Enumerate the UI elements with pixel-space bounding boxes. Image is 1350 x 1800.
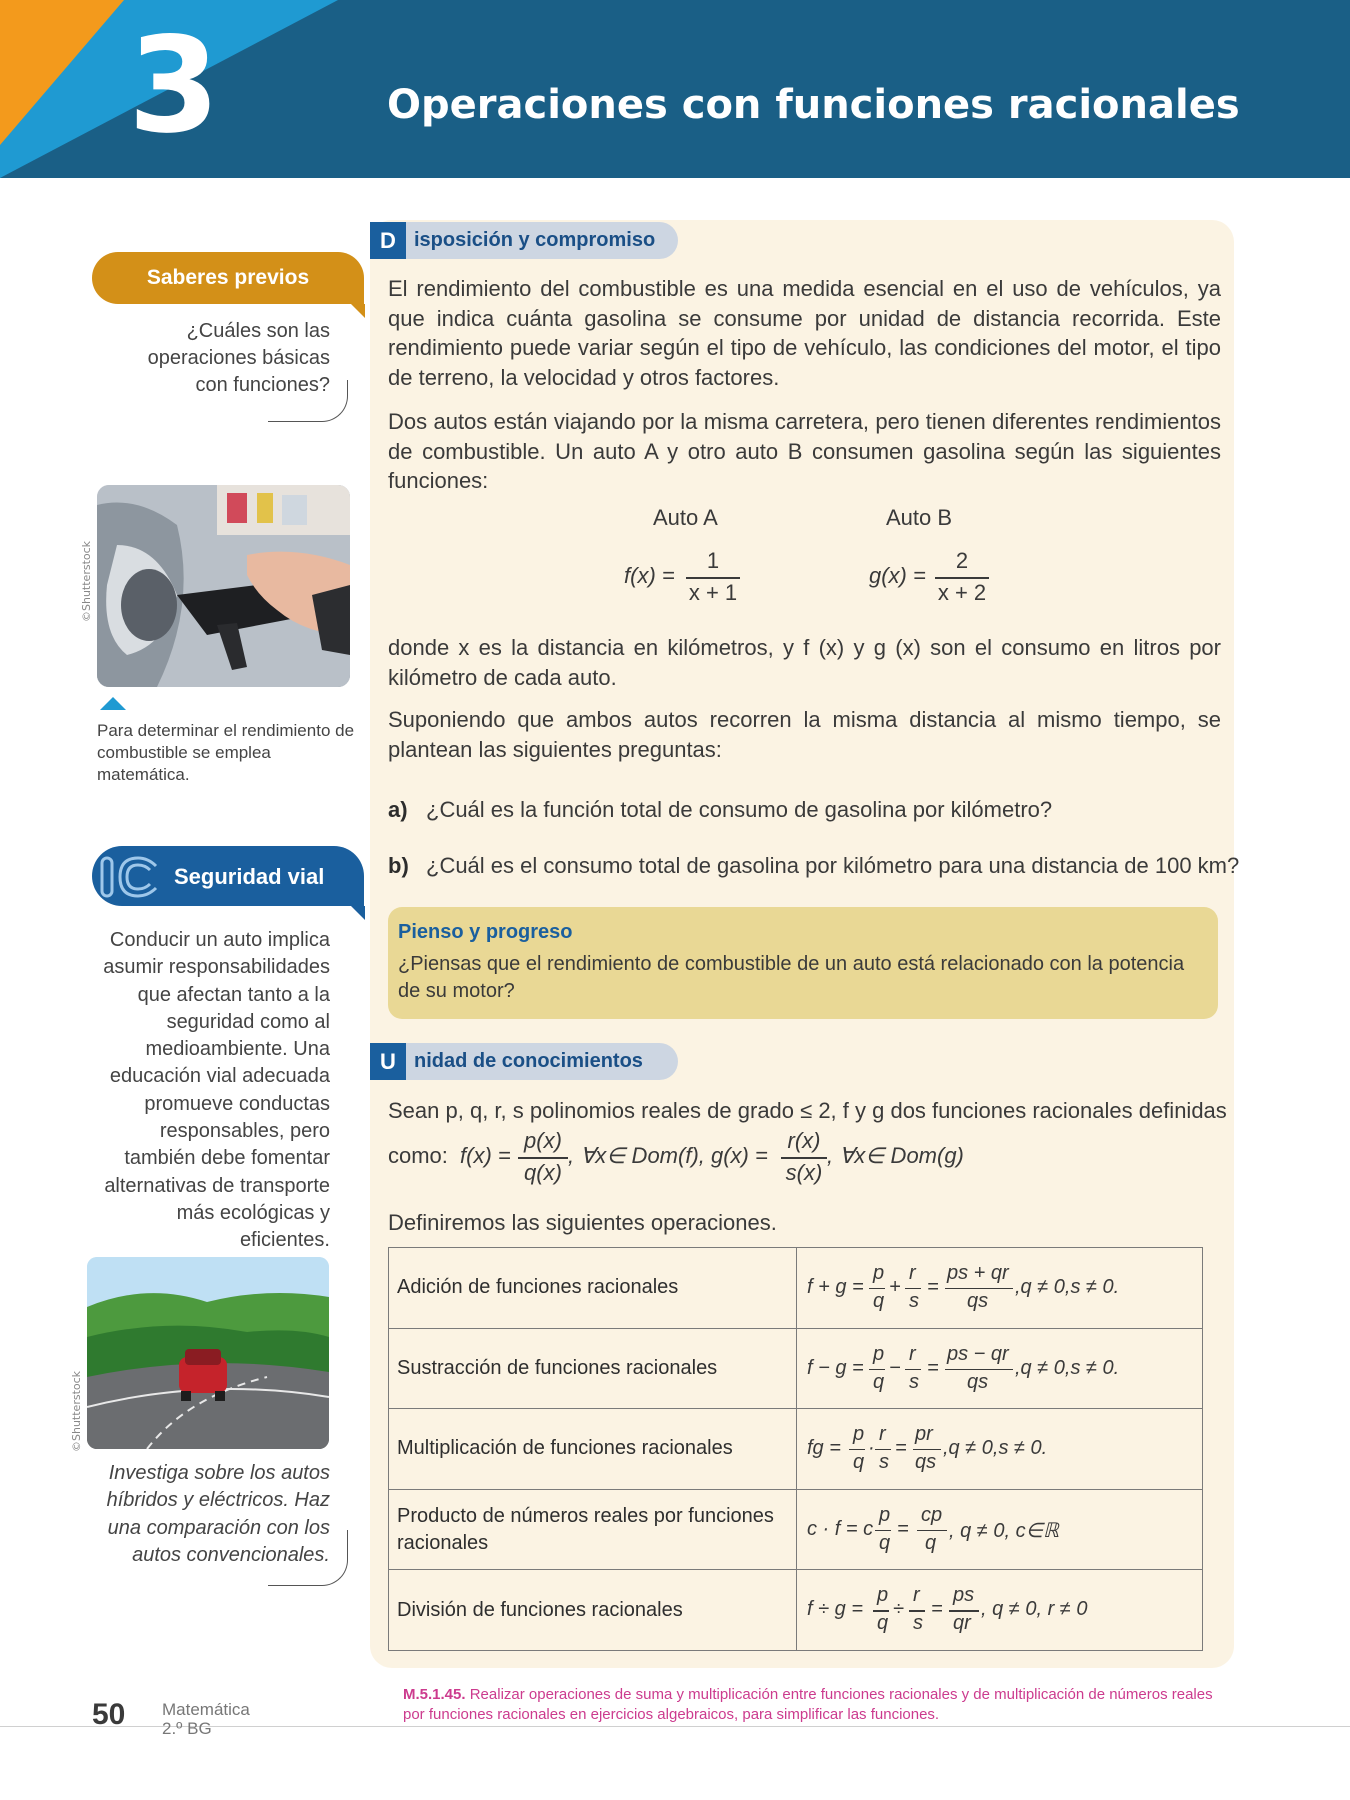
section-letter-u: U [370,1043,406,1080]
standard-text: Realizar operaciones de suma y multiplicación entre funciones racionales y de multiplicación de números reales por funciones racionales en ejercicios algebraicos, para simplificar las funciones. [403,1686,1213,1723]
subject-label [162,1700,250,1738]
auto-b-function: g(x) = 2 x + 2 [869,548,989,612]
table-row [389,1328,1203,1409]
seguridad-vial-text: Conducir un auto implica asumir responsabilidades que afectan tanto a la seguridad como al medioambiente. Una educación vial adecuada promueve conductas responsables, pero también debe fomentar alternativas de transporte más ecológicas y eficientes. [103,929,330,1252]
car-caption: Investiga sobre los autos híbridos y eléctricos. Haz una comparación con los autos convencionales. [106,1462,330,1566]
page-number: 50 [92,1698,126,1731]
chapter-header [0,0,1350,178]
operation-name: Producto de números reales por funciones racionales [389,1489,797,1570]
section-letter: D [370,222,406,259]
auto-a-function: f(x) = 1 x + 1 [624,548,744,612]
operation-formula: f − g = p q − r s = ps − qr qs ,q ≠ 0,s ≠ 0. [797,1328,1203,1409]
saberes-previos-question: ¿Cuáles son las operaciones básicas con funciones? [147,320,330,396]
section-title-u: nidad de conocimientos [414,1050,643,1072]
operation-name: Adición de funciones racionales [389,1248,797,1329]
fuel-pump-illustration [97,485,350,687]
table-row [389,1489,1203,1570]
decorative-curl-2 [268,1530,348,1586]
question-b: b) ¿Cuál es el consumo total de gasolina por kilómetro para una distancia de 100 km? [388,853,1240,878]
table-row [389,1248,1203,1329]
paragraph-3: donde x es la distancia en kilómetros, y f (x) y g (x) son el consumo en litros por kilómetro de cada auto. [388,635,1221,690]
section-title: isposición y compromiso [414,229,656,251]
table-row [389,1409,1203,1490]
question-a: a) ¿Cuál es la función total de consumo de gasolina por kilómetro? [388,797,1053,822]
paragraph-2: Dos autos están viajando por la misma carretera, pero tienen diferentes rendimientos de combustible. Un auto A y otro auto B consumen gasolina según las siguientes funciones: [388,409,1221,493]
section-disposicion-header [370,222,678,259]
operations-table [388,1247,1203,1651]
standard-code: M.5.1.45. [403,1686,466,1703]
pienso-y-progreso-box [388,907,1218,1019]
paragraph-4: Suponiendo que ambos autos recorren la misma distancia al mismo tiempo, se plantean las siguientes preguntas: [388,707,1221,762]
image-credit-2: ©Shutterstock [70,1370,83,1452]
seguridad-vial-label: Seguridad vial [174,864,325,889]
operation-formula: fg = p q · r s = pr qs ,q ≠ 0,s ≠ 0. [797,1409,1203,1490]
ic-logo-icon [98,854,164,900]
table-row [389,1570,1203,1651]
operation-formula: c · f = c p q = cp q , q ≠ 0, c∈ℝ [797,1489,1203,1570]
operation-name: Sustracción de funciones racionales [389,1328,797,1409]
page-title: Operaciones con funciones racionales [387,82,1240,128]
unidad-intro: Sean p, q, r, s polinomios reales de grado ≤ 2, f y g dos funciones racionales definidas [388,1098,1227,1123]
decorative-curl [268,380,348,422]
saberes-previos-label: Saberes previos [146,266,310,289]
operation-name: División de funciones racionales [389,1570,797,1651]
seguridad-vial-tab [92,846,364,906]
definition-line: como: f(x) = p(x) q(x) , ∀x∈ Dom(f), g(x) = r(x) s(x) , ∀x∈ Dom(g) [388,1128,964,1185]
header-accent-orange [0,0,124,145]
pienso-text: ¿Piensas que el rendimiento de combustible de un auto está relacionado con la potencia de su motor? [398,953,1185,1002]
image-credit: ©Shutterstock [80,540,93,622]
pienso-title: Pienso y progreso [398,921,573,943]
caption-pointer [100,697,126,710]
car-road-photo [87,1257,329,1449]
auto-a-heading: Auto A [653,505,718,530]
chapter-number: 3 [128,9,220,163]
paragraph-1: El rendimiento del combustible es una medida esencial en el uso de vehículos, ya que indica cuánta gasolina se consume por unidad de distancia recorrida. Este rendimiento puede variar según el tipo de vehículo, las condiciones del motor, el tipo de terreno, la velocidad y otros factores. [388,276,1221,390]
operation-name: Multiplicación de funciones racionales [389,1409,797,1490]
grade-label: 2.º BG [162,1719,212,1738]
curriculum-standard [403,1685,1223,1725]
car-road-illustration [87,1257,329,1449]
operation-formula: f ÷ g = p q ÷ r s = ps qr , q ≠ 0, r ≠ 0 [797,1570,1203,1651]
operations-intro: Definiremos las siguientes operaciones. [388,1210,777,1235]
saberes-previos-tab [92,252,364,304]
fuel-pump-caption: Para determinar el rendimiento de combustible se emplea matemática. [97,721,355,784]
operation-formula: f + g = p q + r s = ps + qr qs ,q ≠ 0,s ≠ 0. [797,1248,1203,1329]
fuel-pump-photo [97,485,350,687]
subject-name: Matemática [162,1700,250,1719]
auto-b-heading: Auto B [886,505,953,530]
section-unidad-header [370,1043,678,1080]
